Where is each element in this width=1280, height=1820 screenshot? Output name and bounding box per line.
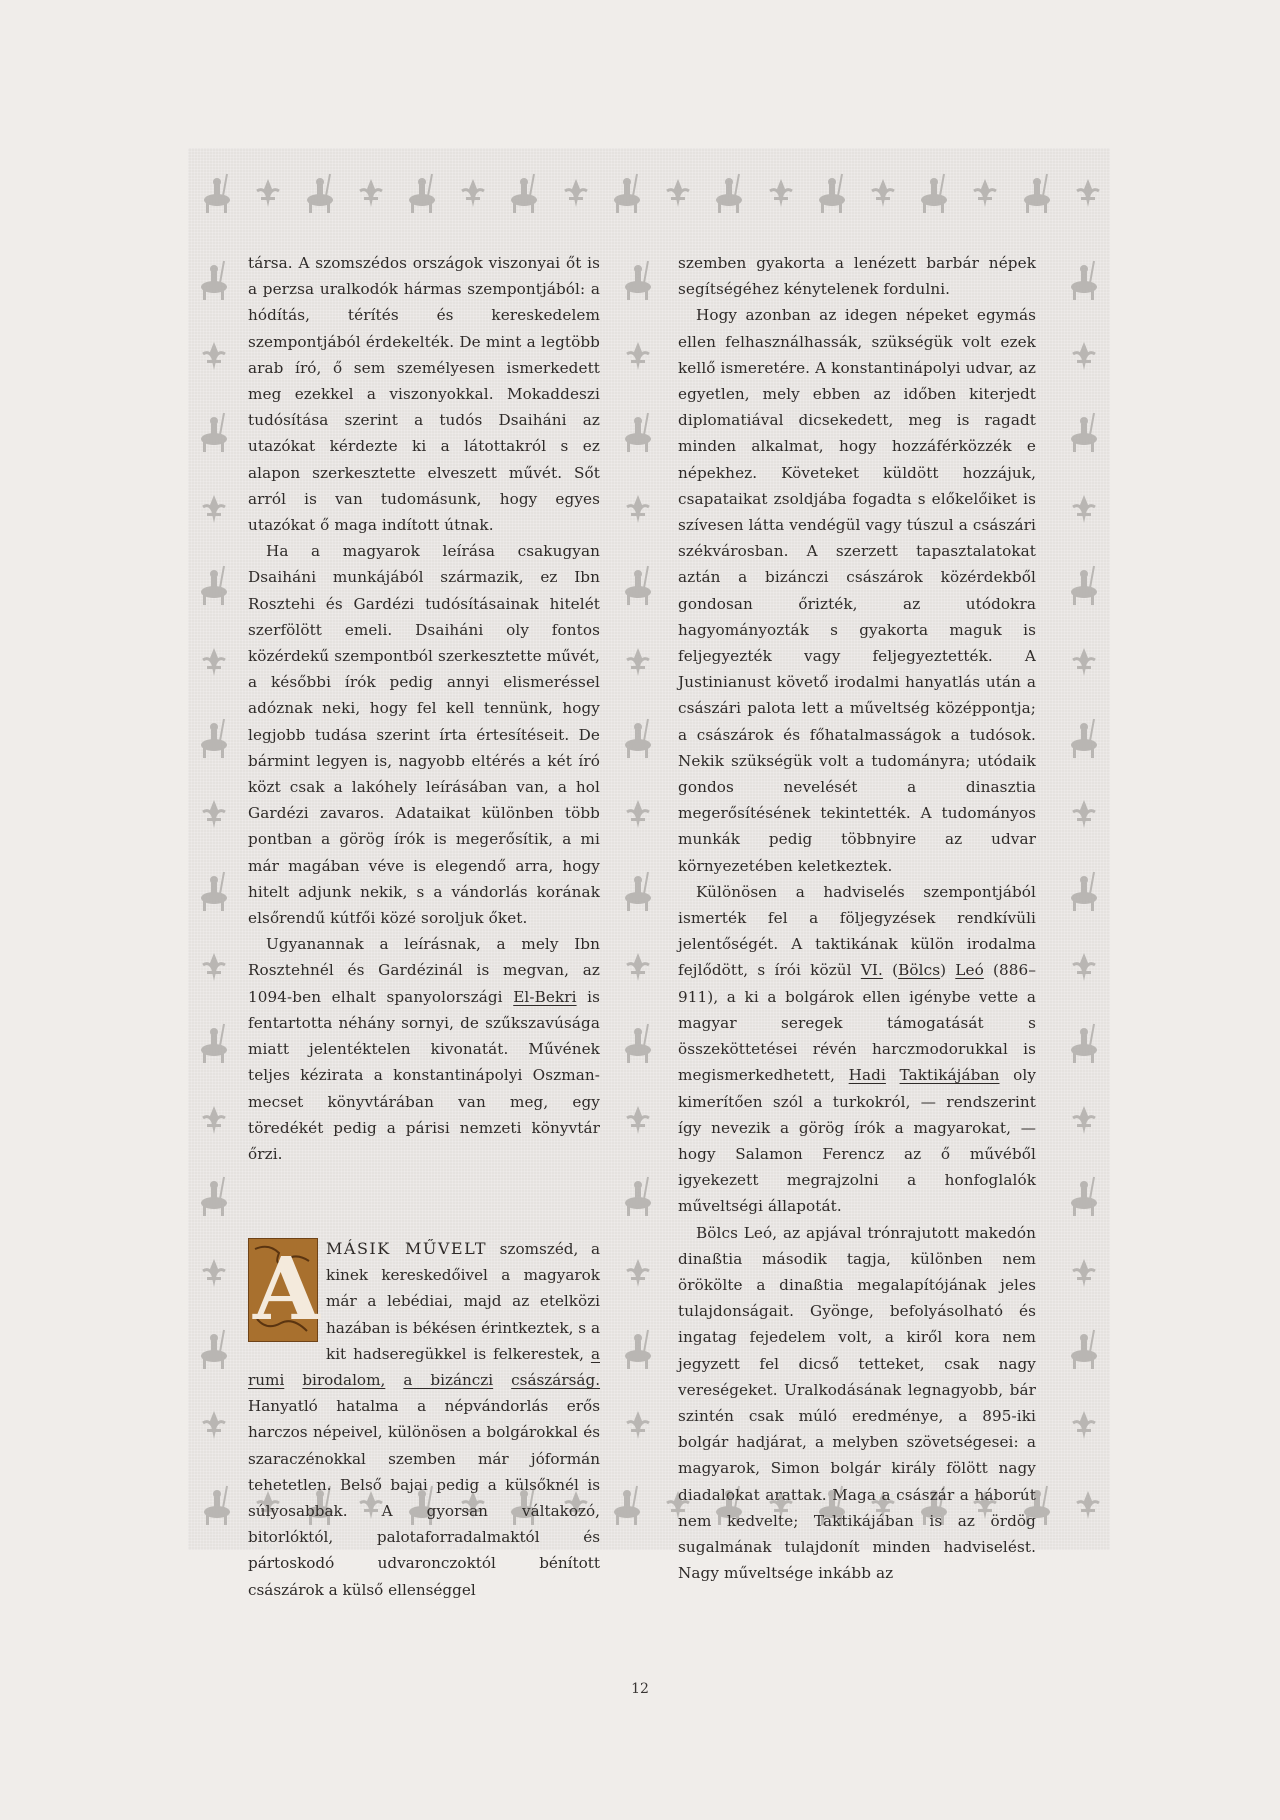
link-vi[interactable]: VI. bbox=[860, 961, 883, 980]
rider-ornament-icon bbox=[618, 411, 658, 455]
rider-ornament-icon bbox=[618, 564, 658, 608]
illuminated-initial bbox=[248, 1238, 318, 1342]
rider-ornament-icon bbox=[618, 870, 658, 914]
fleur-ornament-icon bbox=[768, 177, 794, 211]
fleur-ornament-icon bbox=[625, 1409, 651, 1443]
fleur-ornament-icon bbox=[625, 951, 651, 985]
page-number: 12 bbox=[631, 1681, 649, 1697]
rider-ornament-icon bbox=[607, 1484, 647, 1528]
link-hadi[interactable]: Hadi bbox=[848, 1066, 886, 1085]
fleur-ornament-icon bbox=[1071, 798, 1097, 832]
fleur-ornament-icon bbox=[255, 177, 281, 211]
paragraph: Ha a magyarok leírása csakugyan Dsaiháni munkájából származik, ez Ibn Rosztehi és Gardézi tudósításainak hitelét szerfölött emeli. Dsaiháni oly fontos közérdekű szempontból szerkesztette művét, a későbbi írók pedig annyi elismeréssel adóznak neki, hogy fel kell tennünk, hogy legjobb tudása szerint írta értesítéseit. De bármint legyen is, nagyobb eltérés a két író közt csak a lakóhely leírásában van, a hol Gardézi zavaros. Adataikat különben több pontban a görög írók is megerősítik, a mi már magában véve is elegendő arra, hogy hitelt adjunk nekik, s a vándorlás korának elsőrendű kútfői közé soroljuk őket. bbox=[248, 542, 600, 928]
rider-ornament-icon bbox=[194, 1175, 234, 1219]
text-run: (886–911), a ki a bolgárok ellen igénybe vette a magyar seregek támogatását s összeköttetései révén harczmodorukkal is megismerkedhetett, bbox=[678, 961, 1037, 1085]
fleur-ornament-icon bbox=[1075, 177, 1101, 211]
rider-ornament-icon bbox=[607, 172, 647, 216]
rider-ornament-icon bbox=[194, 870, 234, 914]
paragraph: társa. A szomszédos országok viszonyai őt is a perzsa uralkodók hármas szempontjából: a hódítás, térítés és kereskedelem szempontjából érdekelték. De mint a legtöbb arab író, ő sem személyesen ismerkedett meg ezekkel a viszonyokkal. Mokaddeszi tudósítása szerint a tudós Dsaiháni az utazókat kérdezte ki a látottakról s ez alapon szerkesztette elveszett művét. Sőt arról is van tudomásunk, hogy egyes utazókat ő maga indított útnak. bbox=[248, 254, 600, 535]
rider-ornament-icon bbox=[194, 411, 234, 455]
rider-ornament-icon bbox=[1064, 1328, 1104, 1372]
fleur-ornament-icon bbox=[201, 493, 227, 527]
rider-ornament-icon bbox=[1064, 1175, 1104, 1219]
link-birodalom[interactable]: birodalom, bbox=[302, 1371, 386, 1390]
text-run: oly kimerítően szól a turkokról, — rendszerint így nevezik a görög írók a magyarokat, — hogy Salamon Ferencz az ő művéből igyekezett megrajzolni a honfoglalók műveltségi állapotát. bbox=[678, 1066, 1036, 1216]
initial-letter: A bbox=[253, 1239, 320, 1340]
fleur-ornament-icon bbox=[1071, 340, 1097, 374]
top-ornament-border bbox=[188, 148, 1110, 240]
center-ornament-border bbox=[612, 240, 664, 1462]
fleur-ornament-icon bbox=[1071, 951, 1097, 985]
fleur-ornament-icon bbox=[1075, 1489, 1101, 1523]
rider-ornament-icon bbox=[618, 1175, 658, 1219]
rider-ornament-icon bbox=[914, 172, 954, 216]
fleur-ornament-icon bbox=[1071, 1409, 1097, 1443]
link-taktikajaban[interactable]: Taktikájában bbox=[899, 1066, 1000, 1085]
fleur-ornament-icon bbox=[625, 1104, 651, 1138]
fleur-ornament-icon bbox=[201, 1104, 227, 1138]
rider-ornament-icon bbox=[618, 1022, 658, 1066]
fleur-ornament-icon bbox=[358, 177, 384, 211]
fleur-ornament-icon bbox=[201, 340, 227, 374]
fleur-ornament-icon bbox=[625, 646, 651, 680]
fleur-ornament-icon bbox=[625, 1257, 651, 1291]
fleur-ornament-icon bbox=[972, 177, 998, 211]
fleur-ornament-icon bbox=[870, 177, 896, 211]
fleur-ornament-icon bbox=[201, 646, 227, 680]
paragraph: szemben gyakorta a lenézett barbár népek segítségéhez kénytelenek fordulni. bbox=[678, 254, 1036, 299]
text-run: szomszéd, a kinek kereskedőivel a magyarok már a lebédiai, majd az etelközi hazában is békésen érintkeztek, s a kit hadseregükkel is felkerestek, bbox=[326, 1240, 600, 1363]
right-ornament-border bbox=[1058, 240, 1110, 1462]
fleur-ornament-icon bbox=[460, 177, 486, 211]
link-el-bekri[interactable]: El-Bekri bbox=[513, 987, 577, 1006]
right-text-column bbox=[678, 250, 1036, 1586]
text-run: is fentartotta néhány sornyi, de szűkszavúsága miatt jelentéktelen kivonatát. Művének teljes kézirata a konstantinápolyi Oszman-mecset könyvtárában van meg, egy töredékét pedig a párisi nemzeti könyvtár őrzi. bbox=[248, 987, 601, 1163]
rider-ornament-icon bbox=[1064, 411, 1104, 455]
rider-ornament-icon bbox=[1064, 259, 1104, 303]
link-bolcs[interactable]: Bölcs bbox=[898, 961, 941, 980]
fleur-ornament-icon bbox=[1071, 1104, 1097, 1138]
link-leo[interactable]: Leó bbox=[955, 961, 984, 980]
paragraph: Bölcs Leó, az apjával trónrajutott makedón dinaßtia második tagja, különben nem örökölte a dinaßtia megalapítójának jeles tulajdonságait. Gyönge, befolyásolható és ingatag fejedelem volt, a kiről kora nem jegyzett fel dicső tetteket, csak nagy vereségeket. Uralkodásának legnagyobb, bár szintén csak múló eredménye, a 895-iki bolgár hadjárat, a melyben szövetségesei: a magyarok, Simon bolgár király fölött nagy diadalokat arattak. Maga a császár a háborút nem kedvelte; Taktikájában is az ördög sugalmának tulajdonít minden hadviselést. Nagy műveltsége inkább az bbox=[678, 1223, 1036, 1583]
fleur-ornament-icon bbox=[1071, 646, 1097, 680]
chapter-opening bbox=[248, 1236, 600, 1603]
rider-ornament-icon bbox=[197, 172, 237, 216]
link-a-rumi[interactable]: a rumi bbox=[248, 1344, 600, 1390]
text-run: Különösen a hadviselés szempontjából ismerték fel a följegyzések rendkívüli jelentőségét. A taktikának külön irodalma fejlődött, s írói közül bbox=[678, 882, 1036, 980]
rider-ornament-icon bbox=[812, 172, 852, 216]
rider-ornament-icon bbox=[300, 172, 340, 216]
rider-ornament-icon bbox=[194, 259, 234, 303]
rider-ornament-icon bbox=[1064, 870, 1104, 914]
rider-ornament-icon bbox=[1064, 564, 1104, 608]
paragraph: Különösen a hadviselés szempontjából ismerték fel a följegyzések rendkívüli jelentőségét. A taktikának külön irodalma fejlődött, s írói közül VI. (Bölcs) Leó (886–911), a ki a bolgárok ellen igénybe vette a magyar seregek támogatását s összeköttetései révén harczmodorukkal is megismerkedhetett, Hadi Taktikájában oly kimerítően szól a turkokról, — rendszerint így nevezik a görög írók a magyarokat, — hogy Salamon Ferencz az ő művéből igyekezett megrajzolni a honfoglalók műveltségi állapotát. bbox=[678, 882, 1037, 1216]
fleur-ornament-icon bbox=[625, 798, 651, 832]
paragraph bbox=[248, 931, 600, 1167]
text-run: Ugyanannak a leírásnak, a mely Ibn Rosztehnél és Gardézinál is megvan, az 1094-ben elhalt spanyolországi bbox=[248, 935, 600, 1006]
rider-ornament-icon bbox=[194, 1328, 234, 1372]
rider-ornament-icon bbox=[618, 259, 658, 303]
left-text-column bbox=[248, 250, 600, 1167]
left-ornament-border bbox=[188, 240, 240, 1462]
rider-ornament-icon bbox=[194, 1022, 234, 1066]
fleur-ornament-icon bbox=[625, 493, 651, 527]
fleur-ornament-icon bbox=[1071, 1257, 1097, 1291]
rider-ornament-icon bbox=[194, 717, 234, 761]
link-csaszarsag[interactable]: császárság. bbox=[511, 1371, 601, 1390]
fleur-ornament-icon bbox=[563, 177, 589, 211]
fleur-ornament-icon bbox=[201, 798, 227, 832]
rider-ornament-icon bbox=[504, 172, 544, 216]
fleur-ornament-icon bbox=[201, 1409, 227, 1443]
text-run: Hanyatló hatalma a népvándorlás erős harczos népeivel, különösen a bolgárokkal és szaraczénokkal szemben már jóformán tehetetlen. Belső bajai pedig a külsőknél is súlyosabbak. A gyorsan váltakozó, bitorlóktól, palotaforradalmaktól és pártoskodó udvaronczoktól bénított császárok a külső ellenséggel bbox=[248, 1397, 600, 1599]
fleur-ornament-icon bbox=[201, 951, 227, 985]
fleur-ornament-icon bbox=[1071, 493, 1097, 527]
rider-ornament-icon bbox=[402, 172, 442, 216]
paragraph: Hogy azonban az idegen népeket egymás ellen felhasználhassák, szükségük volt ezek kellő ismeretére. A konstantinápolyi udvar, az egyetlen, mely ebben az időben kiterjedt diplomatiával dicsekedett, meg is ragadt minden alkalmat, hogy hozzáférközzék e népekhez. Követeket küldött hozzájuk, csapataikat zsoldjába fogadta s előkelőiket is szívesen látta vendégül vagy túszul a császári székvárosban. A szerzett tapasztalatokat aztán a bizánczi császárok közérdekből gondosan őrizték, az utódokra hagyományozták s gyakorta maguk is feljegyezték vagy feljegyeztették. A Justinianust követő irodalmi hanyatlás után a császári palota lett a műveltség középpontja; a császárok és főhatalmasságok a tudósok. Nekik szükségük volt a tudományra; utódaik gondos nevelését a dinasztia megerősítésének tekintették. A tudományos munkák pedig többnyire az udvar környezetében keletkeztek. bbox=[678, 306, 1036, 875]
link-a-bizanczi[interactable]: a bizánczi bbox=[403, 1371, 494, 1390]
rider-ornament-icon bbox=[194, 564, 234, 608]
rider-ornament-icon bbox=[1064, 717, 1104, 761]
fleur-ornament-icon bbox=[665, 177, 691, 211]
rider-ornament-icon bbox=[1017, 172, 1057, 216]
rider-ornament-icon bbox=[618, 1328, 658, 1372]
rider-ornament-icon bbox=[197, 1484, 237, 1528]
fleur-ornament-icon bbox=[625, 340, 651, 374]
fleur-ornament-icon bbox=[201, 1257, 227, 1291]
rider-ornament-icon bbox=[618, 717, 658, 761]
rider-ornament-icon bbox=[709, 172, 749, 216]
rider-ornament-icon bbox=[1064, 1022, 1104, 1066]
chapter-lead: MÁSIK MŰVELT bbox=[326, 1239, 488, 1258]
